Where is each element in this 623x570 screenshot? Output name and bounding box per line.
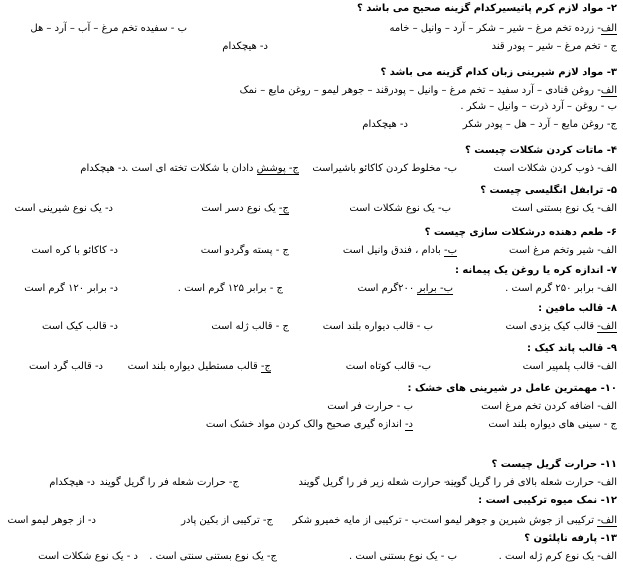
answer-option: ج - قالب ژله است: [211, 321, 289, 332]
question-title: ۱۳- پارفه ناپلئون ؟: [524, 533, 617, 544]
answer-option: د- قالب کیک است: [42, 321, 118, 332]
answer-option: الف- اضافه کردن تخم مرغ است: [481, 401, 617, 412]
answer-option: الف- ذوب کردن شکلات است: [493, 163, 617, 174]
answer-option: د- یک نوع شیرینی است: [14, 203, 113, 214]
question-title: ۵- ترابفل انگلیسی چیست ؟: [480, 185, 617, 196]
option-rest: - زرده تخم مرغ – شیر – شکر – آرد – وانیل – خامه: [389, 23, 601, 34]
answer-row: [0, 242, 623, 260]
answer-option: [128, 358, 271, 376]
answer-row: [0, 358, 623, 376]
answer-option: [415, 512, 617, 530]
answer-option: الف- یک نوع بستنی است: [511, 203, 617, 214]
answer-option: د- قالب گرد است: [29, 361, 103, 372]
answer-option: ب- حرارت شعله زیر فر را گریل گویند: [298, 477, 457, 488]
answer-row: [0, 416, 623, 434]
answer-option: [343, 242, 457, 260]
question-title: ۴- ماتات کردن شکلات چیست ؟: [464, 145, 617, 156]
underlined-marker: ج- پوشش: [256, 163, 299, 174]
answer-row: [0, 116, 623, 134]
answer-option: الف- شیر وتخم مرغ است: [509, 245, 617, 256]
answer-row: [0, 474, 623, 492]
question-title: ۷- اندازه کره یا روغن یک پیمانه :: [454, 265, 617, 276]
answer-row: [0, 38, 623, 56]
question-title: ۶- طعم دهنده درشکلات سازی چیست ؟: [424, 227, 617, 238]
answer-option: ب - روغن – آرد ذرت – وانیل – شکر .: [460, 101, 617, 112]
answer-option: [206, 416, 413, 434]
underlined-marker: الف-: [597, 321, 617, 332]
answer-option: ب - قالب دیواره بلند است: [322, 321, 433, 332]
answer-row: [0, 280, 623, 298]
answer-option: د- برابر ۱۲۰ گرم است: [24, 283, 118, 294]
answer-option: ج - پسته وگردو است: [200, 245, 289, 256]
answer-row: [0, 548, 623, 566]
answer-option: [125, 160, 299, 178]
answer-option: ب - یک نوع بستنی است .: [349, 551, 457, 562]
answer-option: [389, 20, 617, 38]
answer-row: [0, 20, 623, 38]
option-rest: قالب مستطیل دیواره بلند است: [127, 361, 261, 372]
question-title: ۱۰- مهمترین عامل در شیرینی های خشک :: [407, 383, 617, 394]
question-title: ۱۱- حرارت گریل چیست ؟: [491, 459, 617, 470]
option-rest: - روغن قنادی – آرد سفید – تخم مرغ – وانیل – پودرقند – جوهر لیمو – روغن مایع – نمک: [239, 85, 601, 96]
answer-option: ج - تخم مرغ – شیر – پودر قند: [491, 41, 617, 52]
answer-option: [506, 318, 618, 336]
underlined-marker: الف: [600, 85, 617, 96]
option-rest: بادام ، فندق وانیل است: [342, 245, 444, 256]
question-title: ۱۲- نمک میوه ترکیبی است :: [478, 495, 617, 506]
answer-option: الف- حرارت شعله بالای فر را گریل گویند: [445, 477, 617, 488]
answer-option: ج- ترکیبی از بکین پادر: [181, 515, 273, 526]
answer-row: [0, 98, 623, 116]
answer-option: د- هیچکدام: [80, 163, 126, 174]
answer-option: [357, 280, 453, 298]
option-rest: یک نوع دسر است: [201, 203, 279, 214]
answer-option: ج- حرارت شعله فر را گریل گویند: [99, 477, 239, 488]
answer-option: ب- قالب کوتاه است: [345, 361, 431, 372]
underlined-marker: ب-: [443, 245, 457, 256]
underlined-marker: د-: [404, 419, 413, 430]
question-title: ۸- قالب مافین :: [538, 303, 617, 314]
underlined-marker: ب- برابر: [417, 283, 453, 294]
answer-option: [201, 200, 289, 218]
underlined-marker: ج-: [278, 203, 289, 214]
option-rest: دادان با شکلات تخته ای است .: [125, 163, 257, 174]
underlined-marker: الف-: [597, 515, 617, 526]
answer-row: [0, 398, 623, 416]
answer-option: ج- یک نوع بستنی سنتی است .: [149, 551, 277, 562]
question-title: ۳- مواد لازم شیرینی زبان کدام گزینه می باشد ؟: [380, 67, 617, 78]
answer-option: ج- روغن مایع – آرد – هل – پودر شکر: [462, 119, 617, 130]
answer-row: [0, 200, 623, 218]
question-title: ۹- قالب پاند کیک :: [526, 343, 617, 354]
answer-row: [0, 512, 623, 530]
answer-option: د- هیچکدام: [362, 119, 408, 130]
answer-option: د - یک نوع شکلات است: [38, 551, 138, 562]
option-rest: قالب کیک یزدی است: [505, 321, 598, 332]
answer-option: د- کاکائو با کره است: [31, 245, 118, 256]
option-rest: ۲۰۰گرم است: [357, 283, 418, 294]
answer-option: الف- یک نوع کرم ژله است .: [498, 551, 617, 562]
answer-option: د- هیچکدام: [49, 477, 95, 488]
answer-option: د- هیچکدام: [222, 41, 268, 52]
answer-option: د- از جوهر لیمو است: [7, 515, 96, 526]
option-rest: ترکیبی از جوش شیرین و جوهر لیمو است .: [414, 515, 598, 526]
answer-option: ج - سینی های دیواره بلند است: [488, 419, 617, 430]
underlined-marker: ج-: [260, 361, 271, 372]
answer-row: [0, 160, 623, 178]
answer-option: ب - حرارت فر است: [327, 401, 413, 412]
answer-option: الف- قالب پلمپیر است: [522, 361, 617, 372]
answer-option: ب - ترکیبی از مایه خمیرو شکر: [292, 515, 421, 526]
underlined-marker: الف: [600, 23, 617, 34]
answer-option: ب- یک نوع شکلات است: [349, 203, 451, 214]
answer-option: ب- مخلوط کردن کاکائو باشیراست: [312, 163, 457, 174]
question-title: ۲- مواد لازم کرم پاتیسیرکدام گزینه صحیح می باشد ؟: [356, 3, 617, 14]
answer-row: [0, 318, 623, 336]
answer-option: الف- برابر ۲۵۰ گرم است .: [505, 283, 617, 294]
answer-option: ج - برابر ۱۲۵ گرم است .: [177, 283, 283, 294]
option-rest: اندازه گیری صحیح والک کردن مواد خشک است: [205, 419, 405, 430]
answer-option: ب - سفیده تخم مرغ – آب – آرد – هل: [30, 23, 187, 34]
